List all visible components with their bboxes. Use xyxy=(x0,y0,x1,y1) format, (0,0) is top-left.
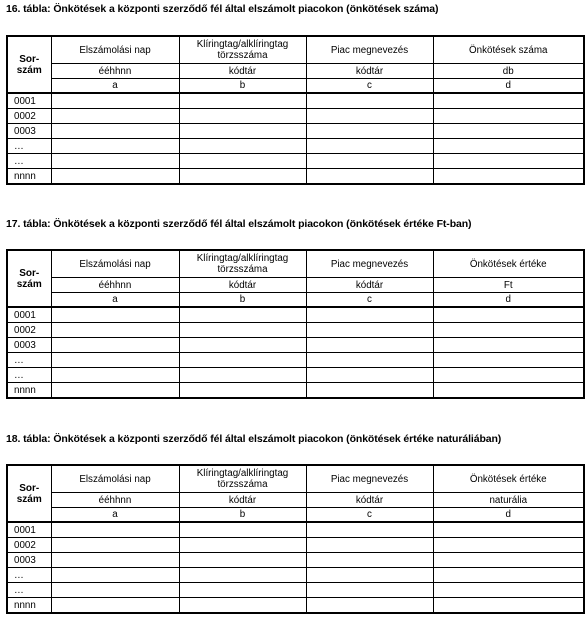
table-row xyxy=(7,139,584,154)
cell-c[interactable] xyxy=(306,568,433,583)
column-header-d: Önkötések értéke xyxy=(433,250,584,278)
cell-a[interactable] xyxy=(51,538,179,553)
cell-d[interactable] xyxy=(433,353,584,368)
row-number: … xyxy=(7,568,51,583)
table-row xyxy=(7,109,584,124)
row-number: 0003 xyxy=(7,553,51,568)
cell-d[interactable] xyxy=(433,383,584,399)
column-code-b: b xyxy=(179,293,306,308)
column-unit-b: kódtár xyxy=(179,278,306,293)
row-number: 0002 xyxy=(7,109,51,124)
table-row xyxy=(7,568,584,583)
cell-b[interactable] xyxy=(179,538,306,553)
cell-b[interactable] xyxy=(179,368,306,383)
row-number: … xyxy=(7,368,51,383)
cell-d[interactable] xyxy=(433,583,584,598)
column-unit-b: kódtár xyxy=(179,493,306,508)
cell-d[interactable] xyxy=(433,553,584,568)
cell-a[interactable] xyxy=(51,169,179,185)
table-18 xyxy=(6,464,585,614)
row-number: nnnn xyxy=(7,598,51,614)
column-header-a: Elszámolási nap xyxy=(51,36,179,64)
row-number-header-line2: szám xyxy=(16,64,42,76)
column-code-d: d xyxy=(433,293,584,308)
column-code-c: c xyxy=(306,508,433,523)
cell-c[interactable] xyxy=(306,323,433,338)
column-unit-a: ééhhnn xyxy=(51,493,179,508)
column-header-b: Klíringtag/alklíringtag törzsszáma xyxy=(179,465,306,493)
column-header-d: Önkötések értéke xyxy=(433,465,584,493)
cell-c[interactable] xyxy=(306,338,433,353)
cell-c[interactable] xyxy=(306,368,433,383)
cell-c[interactable] xyxy=(306,124,433,139)
cell-b[interactable] xyxy=(179,383,306,399)
cell-a[interactable] xyxy=(51,522,179,538)
cell-c[interactable] xyxy=(306,154,433,169)
cell-d[interactable] xyxy=(433,568,584,583)
column-code-c: c xyxy=(306,293,433,308)
cell-d[interactable] xyxy=(433,323,584,338)
column-code-a: a xyxy=(51,79,179,94)
column-unit-d: db xyxy=(433,64,584,79)
row-number: 0001 xyxy=(7,522,51,538)
row-number: … xyxy=(7,353,51,368)
cell-d[interactable] xyxy=(433,307,584,323)
cell-a[interactable] xyxy=(51,583,179,598)
cell-d[interactable] xyxy=(433,124,584,139)
row-number-header-line1: Sor- xyxy=(19,53,40,65)
row-number: … xyxy=(7,154,51,169)
column-header-b: Klíringtag/alklíringtag törzsszáma xyxy=(179,36,306,64)
row-number: nnnn xyxy=(7,383,51,399)
cell-c[interactable] xyxy=(306,583,433,598)
column-unit-c: kódtár xyxy=(306,493,433,508)
row-number: … xyxy=(7,583,51,598)
cell-c[interactable] xyxy=(306,169,433,185)
row-number: 0001 xyxy=(7,93,51,109)
cell-b[interactable] xyxy=(179,522,306,538)
table-row xyxy=(7,124,584,139)
cell-a[interactable] xyxy=(51,568,179,583)
table-16-title: 16. tábla: Önkötések a központi szerződő fél által elszámolt piacokon (önkötések száma) xyxy=(6,3,439,15)
cell-a[interactable] xyxy=(51,598,179,614)
cell-a[interactable] xyxy=(51,154,179,169)
column-code-b: b xyxy=(179,79,306,94)
cell-b[interactable] xyxy=(179,124,306,139)
cell-a[interactable] xyxy=(51,93,179,109)
cell-b[interactable] xyxy=(179,323,306,338)
row-number-header xyxy=(7,250,51,307)
table-row xyxy=(7,154,584,169)
row-number: 0001 xyxy=(7,307,51,323)
table-row xyxy=(7,522,584,538)
cell-a[interactable] xyxy=(51,353,179,368)
row-number-header-line2: szám xyxy=(16,493,42,505)
column-header-c: Piac megnevezés xyxy=(306,465,433,493)
table-row xyxy=(7,598,584,614)
table-17-title: 17. tábla: Önkötések a központi szerződő fél által elszámolt piacokon (önkötések értéke Ft-ban) xyxy=(6,218,472,230)
cell-b[interactable] xyxy=(179,353,306,368)
cell-a[interactable] xyxy=(51,323,179,338)
cell-b[interactable] xyxy=(179,568,306,583)
cell-c[interactable] xyxy=(306,383,433,399)
table-row xyxy=(7,338,584,353)
cell-d[interactable] xyxy=(433,338,584,353)
row-number-header xyxy=(7,465,51,522)
cell-d[interactable] xyxy=(433,93,584,109)
column-header-d: Önkötések száma xyxy=(433,36,584,64)
cell-b[interactable] xyxy=(179,583,306,598)
cell-b[interactable] xyxy=(179,307,306,323)
cell-d[interactable] xyxy=(433,109,584,124)
row-number-header-line2: szám xyxy=(16,278,42,290)
column-code-a: a xyxy=(51,508,179,523)
table-row xyxy=(7,368,584,383)
cell-c[interactable] xyxy=(306,538,433,553)
cell-b[interactable] xyxy=(179,154,306,169)
table-16 xyxy=(6,35,585,185)
cell-a[interactable] xyxy=(51,383,179,399)
row-number: 0002 xyxy=(7,538,51,553)
cell-b[interactable] xyxy=(179,598,306,614)
table-row xyxy=(7,169,584,185)
cell-c[interactable] xyxy=(306,553,433,568)
column-header-b: Klíringtag/alklíringtag törzsszáma xyxy=(179,250,306,278)
column-unit-d: naturália xyxy=(433,493,584,508)
cell-b[interactable] xyxy=(179,109,306,124)
cell-d[interactable] xyxy=(433,598,584,614)
cell-b[interactable] xyxy=(179,553,306,568)
cell-b[interactable] xyxy=(179,93,306,109)
row-number: 0002 xyxy=(7,323,51,338)
column-header-a: Elszámolási nap xyxy=(51,250,179,278)
cell-c[interactable] xyxy=(306,307,433,323)
table-18-title: 18. tábla: Önkötések a központi szerződő fél által elszámolt piacokon (önkötések értéke naturáliában) xyxy=(6,433,502,445)
cell-b[interactable] xyxy=(179,338,306,353)
table-17 xyxy=(6,249,585,399)
column-code-d: d xyxy=(433,79,584,94)
column-unit-d: Ft xyxy=(433,278,584,293)
cell-b[interactable] xyxy=(179,139,306,154)
cell-c[interactable] xyxy=(306,109,433,124)
column-unit-b: kódtár xyxy=(179,64,306,79)
cell-a[interactable] xyxy=(51,109,179,124)
cell-d[interactable] xyxy=(433,139,584,154)
row-number-header-line1: Sor- xyxy=(19,267,40,279)
cell-c[interactable] xyxy=(306,139,433,154)
table-row xyxy=(7,553,584,568)
column-header-c: Piac megnevezés xyxy=(306,250,433,278)
cell-c[interactable] xyxy=(306,598,433,614)
cell-d[interactable] xyxy=(433,368,584,383)
column-code-d: d xyxy=(433,508,584,523)
cell-a[interactable] xyxy=(51,307,179,323)
row-number: nnnn xyxy=(7,169,51,185)
table-row xyxy=(7,353,584,368)
cell-c[interactable] xyxy=(306,522,433,538)
column-unit-c: kódtár xyxy=(306,64,433,79)
column-code-a: a xyxy=(51,293,179,308)
table-row xyxy=(7,383,584,399)
table-row xyxy=(7,583,584,598)
row-number-header-line1: Sor- xyxy=(19,482,40,494)
cell-a[interactable] xyxy=(51,553,179,568)
table-row xyxy=(7,307,584,323)
cell-a[interactable] xyxy=(51,368,179,383)
cell-c[interactable] xyxy=(306,353,433,368)
column-header-c: Piac megnevezés xyxy=(306,36,433,64)
table-row xyxy=(7,323,584,338)
column-unit-a: ééhhnn xyxy=(51,278,179,293)
column-header-a: Elszámolási nap xyxy=(51,465,179,493)
cell-d[interactable] xyxy=(433,154,584,169)
column-code-c: c xyxy=(306,79,433,94)
column-unit-c: kódtár xyxy=(306,278,433,293)
table-row xyxy=(7,93,584,109)
row-number: … xyxy=(7,139,51,154)
table-row xyxy=(7,538,584,553)
row-number: 0003 xyxy=(7,124,51,139)
column-code-b: b xyxy=(179,508,306,523)
cell-a[interactable] xyxy=(51,124,179,139)
row-number-header xyxy=(7,36,51,93)
cell-d[interactable] xyxy=(433,522,584,538)
cell-b[interactable] xyxy=(179,169,306,185)
row-number: 0003 xyxy=(7,338,51,353)
cell-a[interactable] xyxy=(51,139,179,154)
cell-c[interactable] xyxy=(306,93,433,109)
cell-a[interactable] xyxy=(51,338,179,353)
cell-d[interactable] xyxy=(433,169,584,185)
column-unit-a: ééhhnn xyxy=(51,64,179,79)
cell-d[interactable] xyxy=(433,538,584,553)
